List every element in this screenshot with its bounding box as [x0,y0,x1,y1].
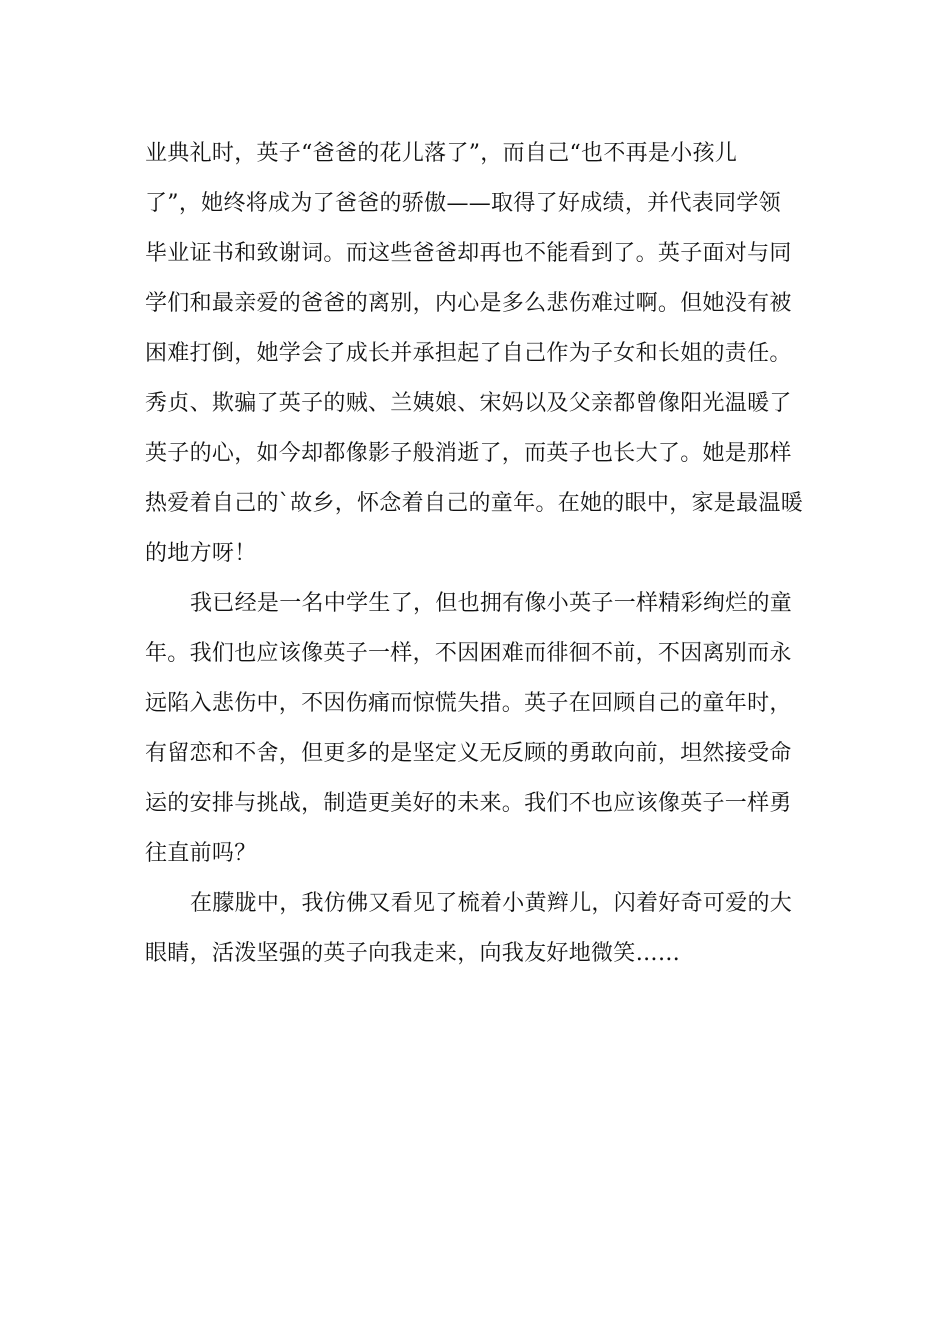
paragraph-line: 远陷入悲伤中，不因伤痛而惊慌失措。英子在回顾自己的童年时， [145,691,792,716]
paragraph-line: 了”，她终将成为了爸爸的骄傲——取得了好成绩，并代表同学领 [145,191,781,216]
paragraph-line: 在朦胧中，我仿佛又看见了梳着小黄辫儿，闪着好奇可爱的大 [190,891,793,916]
paragraph-line: 往直前吗？ [145,841,257,866]
paragraph-line: 有留恋和不舍，但更多的是坚定义无反顾的勇敢向前，坦然接受命 [145,741,792,766]
paragraph-line: 困难打倒，她学会了成长并承担起了自己作为子女和长姐的责任。 [145,341,792,366]
paragraph-line: 学们和最亲爱的爸爸的离别，内心是多么悲伤难过啊。但她没有被 [145,291,792,316]
paragraph-3 [145,879,815,979]
paragraph-line: 业典礼时，英子“爸爸的花儿落了”，而自己“也不再是小孩儿 [145,141,738,166]
paragraph-1 [145,129,815,579]
paragraph-line: 运的安排与挑战，制造更美好的未来。我们不也应该像英子一样勇 [145,791,792,816]
paragraph-line: 年。我们也应该像英子一样，不因困难而徘徊不前，不因离别而永 [145,641,792,666]
paragraph-line: 毕业证书和致谢词。而这些爸爸却再也不能看到了。英子面对与同 [145,241,792,266]
document-body [145,129,815,979]
paragraph-line: 眼睛，活泼坚强的英子向我走来，向我友好地微笑…… [145,941,681,966]
paragraph-line: 英子的心，如今却都像影子般消逝了，而英子也长大了。她是那样 [145,441,792,466]
paragraph-line: 的地方呀！ [145,541,257,566]
paragraph-line: 我已经是一名中学生了，但也拥有像小英子一样精彩绚烂的童 [190,591,793,616]
paragraph-2 [145,579,815,879]
paragraph-line: 秀贞、欺骗了英子的贼、兰姨娘、宋妈以及父亲都曾像阳光温暖了 [145,391,792,416]
paragraph-line: 热爱着自己的`故乡，怀念着自己的童年。在她的眼中，家是最温暖 [145,491,804,516]
